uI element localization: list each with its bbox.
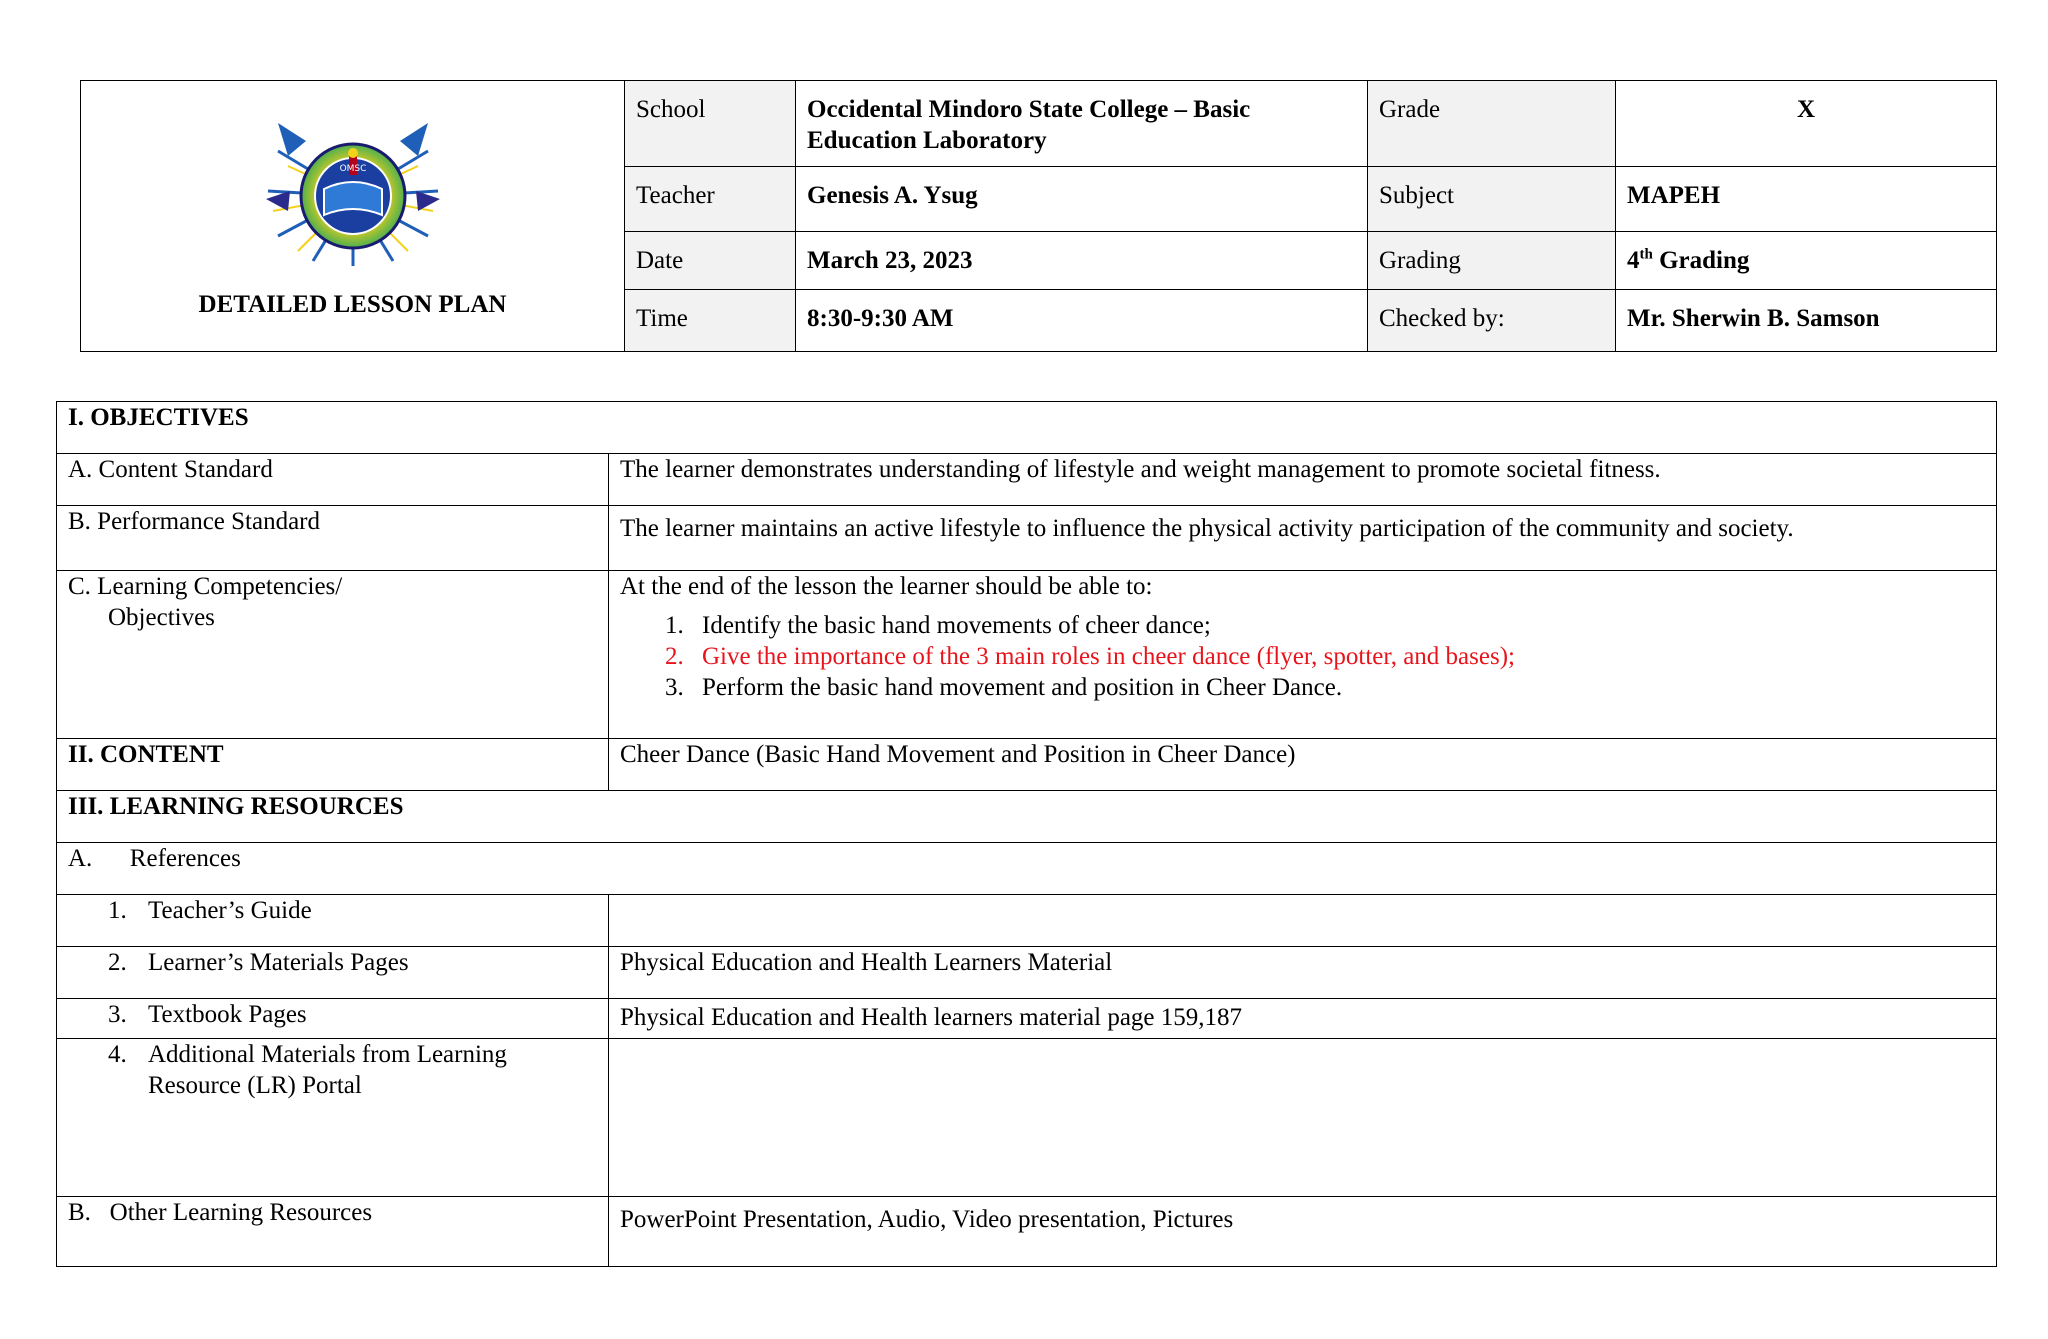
- competencies-label-line2: Objectives: [108, 604, 215, 631]
- additional-materials-value: [609, 1039, 1997, 1197]
- school-seal-icon: [258, 111, 448, 271]
- item-label: Learner’s Materials Pages: [148, 949, 409, 976]
- item-label-line2: Resource (LR) Portal: [148, 1072, 362, 1099]
- school-value: Occidental Mindoro State College – Basic Education Laboratory: [796, 81, 1368, 167]
- time-label: Time: [625, 290, 796, 352]
- content-standard-text: The learner demonstrates understanding of lifestyle and weight management to promote societal fitness.: [609, 454, 1997, 506]
- logo-title-cell: [81, 81, 625, 352]
- grade-value: X: [1616, 81, 1997, 167]
- objective-item: 3. Perform the basic hand movement and position in Cheer Dance.: [690, 672, 1985, 703]
- performance-standard-text: The learner maintains an active lifestyle to influence the physical activity participation of the community and society.: [609, 506, 1997, 571]
- date-value: March 23, 2023: [796, 232, 1368, 290]
- item-number: 4.: [108, 1041, 127, 1068]
- item-number: 3.: [108, 1001, 127, 1028]
- grading-word: Grading: [1652, 247, 1750, 274]
- other-resources-text: PowerPoint Presentation, Audio, Video presentation, Pictures: [609, 1197, 1997, 1267]
- objective-item-highlighted: 2. Give the importance of the 3 main roles in cheer dance (flyer, spotter, and bases);: [690, 641, 1985, 672]
- objective-item: 1. Identify the basic hand movements of cheer dance;: [690, 610, 1985, 641]
- checked-by-value: Mr. Sherwin B. Samson: [1616, 290, 1997, 352]
- subject-value: MAPEH: [1616, 167, 1997, 232]
- other-resources-label: B. Other Learning Resources: [57, 1197, 609, 1267]
- teacher-value: Genesis A. Ysug: [796, 167, 1368, 232]
- item-label: Teacher’s Guide: [148, 897, 312, 924]
- item-number: 1.: [108, 897, 127, 924]
- competencies-label-line1: C. Learning Competencies/: [68, 573, 343, 600]
- item-number: 2.: [108, 949, 127, 976]
- subject-label: Subject: [1368, 167, 1616, 232]
- item-label-line1: Additional Materials from Learning: [148, 1041, 507, 1068]
- content-standard-label: A. Content Standard: [57, 454, 609, 506]
- learners-materials-label: [57, 947, 609, 999]
- item-label: Textbook Pages: [148, 1001, 307, 1028]
- content-heading: II. CONTENT: [57, 739, 609, 791]
- competencies-label: [57, 571, 609, 739]
- document-title: DETAILED LESSON PLAN: [198, 291, 507, 318]
- competencies-content: [609, 571, 1997, 739]
- content-text: Cheer Dance (Basic Hand Movement and Position in Cheer Dance): [609, 739, 1997, 791]
- logo-lettering: OMSC: [339, 164, 366, 174]
- grading-label: Grading: [1368, 232, 1616, 290]
- grading-number: 4: [1627, 247, 1640, 274]
- school-logo: [91, 111, 614, 281]
- lesson-header-table: [80, 80, 1997, 352]
- school-label: School: [625, 81, 796, 167]
- teacher-label: Teacher: [625, 167, 796, 232]
- checked-by-label: Checked by:: [1368, 290, 1616, 352]
- learning-resources-heading: III. LEARNING RESOURCES: [57, 791, 1997, 843]
- teachers-guide-value: [609, 895, 1997, 947]
- objectives-list: [620, 610, 1985, 703]
- objectives-heading: I. OBJECTIVES: [57, 402, 1997, 454]
- performance-standard-label: B. Performance Standard: [57, 506, 609, 571]
- learners-materials-value: Physical Education and Health Learners Material: [609, 947, 1997, 999]
- textbook-pages-label: [57, 999, 609, 1039]
- date-label: Date: [625, 232, 796, 290]
- grading-value: [1616, 232, 1997, 290]
- grading-ordinal: th: [1639, 246, 1653, 263]
- grade-label: Grade: [1368, 81, 1616, 167]
- lesson-plan-table: [56, 401, 1997, 1267]
- teachers-guide-label: [57, 895, 609, 947]
- additional-materials-label: [57, 1039, 609, 1197]
- competencies-lead: At the end of the lesson the learner should be able to:: [620, 573, 1153, 600]
- time-value: 8:30-9:30 AM: [796, 290, 1368, 352]
- textbook-pages-value: Physical Education and Health learners material page 159,187: [609, 999, 1997, 1039]
- references-label: A. References: [57, 843, 1997, 895]
